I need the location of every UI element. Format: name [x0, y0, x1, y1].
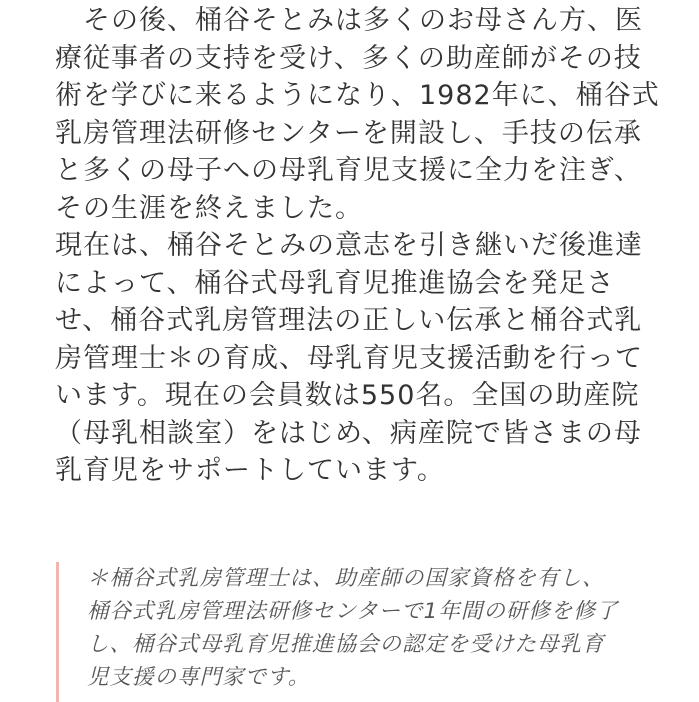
text-line: 療従事者の支持を受け、多くの助産師がその技 — [55, 42, 642, 74]
footnote-line: 桶谷式乳房管理法研修センターで1年間の研修を修了 — [87, 599, 619, 624]
footnote-line: ＊桶谷式乳房管理士は、助産師の国家資格を有し、 — [87, 566, 605, 591]
paragraph-present — [55, 227, 645, 490]
footnote-line: 児支援の専門家です。 — [87, 665, 311, 690]
text-line: 術を学びに来るようになり、1982年に、桶谷式 — [55, 80, 660, 111]
text-line: （母乳相談室）をはじめ、病産院で皆さまの母 — [55, 417, 642, 449]
text-line: せ、桶谷式乳房管理法の正しい伝承と桶谷式乳 — [55, 305, 643, 336]
text-line: います。現在の会員数は550名。全国の助産院 — [55, 380, 640, 411]
text-line: によって、桶谷式母乳育児推進協会を発足さ — [55, 267, 615, 299]
text-line: と多くの母子への母乳育児支援に全力を注ぎ、 — [55, 155, 642, 186]
text-line: 現在は、桶谷そとみの意志を引き継いだ後進達 — [55, 230, 643, 261]
article-body — [55, 2, 660, 490]
text-line: その後、桶谷そとみは多くのお母さん方、医 — [55, 5, 643, 36]
text-line: 房管理士＊の育成、母乳育児支援活動を行って — [55, 342, 643, 374]
text-line: 乳房管理法研修センターを開設し、手技の伝承 — [55, 117, 642, 149]
paragraph-history — [55, 2, 660, 227]
footnote-blockquote — [56, 562, 656, 702]
text-line: 乳育児をサポートしています。 — [55, 455, 445, 486]
footnote-line: し、桶谷式母乳育児推進協会の認定を受けた母乳育 — [87, 632, 605, 657]
text-line: その生涯を終えました。 — [55, 192, 363, 224]
